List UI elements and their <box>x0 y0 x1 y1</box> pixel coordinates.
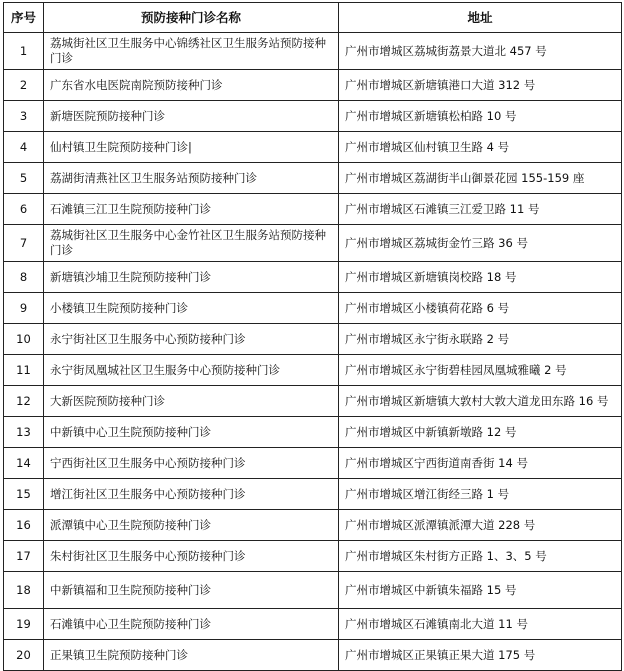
clinic-name: 永宁街凤凰城社区卫生服务中心预防接种门诊 <box>44 355 339 386</box>
row-number: 5 <box>4 163 44 194</box>
table-row <box>4 355 622 386</box>
clinic-address: 广州市增城区荔城街荔景大道北 457 号 <box>339 33 622 70</box>
clinic-address: 广州市增城区新塘镇松柏路 10 号 <box>339 101 622 132</box>
clinic-address: 广州市增城区新塘镇港口大道 312 号 <box>339 70 622 101</box>
clinic-address: 广州市增城区中新镇朱福路 15 号 <box>339 572 622 609</box>
clinic-name: 正果镇卫生院预防接种门诊 <box>44 640 339 671</box>
clinic-name: 广东省水电医院南院预防接种门诊 <box>44 70 339 101</box>
table-row <box>4 262 622 293</box>
clinic-address: 广州市增城区石滩镇南北大道 11 号 <box>339 609 622 640</box>
clinic-table <box>3 2 622 671</box>
row-number: 20 <box>4 640 44 671</box>
table-row <box>4 163 622 194</box>
clinic-address: 广州市增城区新塘镇岗校路 18 号 <box>339 262 622 293</box>
clinic-address: 广州市增城区荔城街金竹三路 36 号 <box>339 225 622 262</box>
clinic-address: 广州市增城区永宁街碧桂园凤凰城雅曦 2 号 <box>339 355 622 386</box>
table-row <box>4 194 622 225</box>
table-row <box>4 33 622 70</box>
row-number: 14 <box>4 448 44 479</box>
table-row <box>4 225 622 262</box>
clinic-name: 小楼镇卫生院预防接种门诊 <box>44 293 339 324</box>
table-row <box>4 640 622 671</box>
row-number: 17 <box>4 541 44 572</box>
clinic-address: 广州市增城区派潭镇派潭大道 228 号 <box>339 510 622 541</box>
clinic-address: 广州市增城区宁西街道南香街 14 号 <box>339 448 622 479</box>
row-number: 13 <box>4 417 44 448</box>
table-row <box>4 417 622 448</box>
table-row <box>4 510 622 541</box>
clinic-address: 广州市增城区新塘镇大敦村大敦大道龙田东路 16 号 <box>339 386 622 417</box>
clinic-address: 广州市增城区仙村镇卫生路 4 号 <box>339 132 622 163</box>
table-row <box>4 293 622 324</box>
row-number: 15 <box>4 479 44 510</box>
clinic-address: 广州市增城区中新镇新墩路 12 号 <box>339 417 622 448</box>
table-row <box>4 541 622 572</box>
row-number: 16 <box>4 510 44 541</box>
row-number: 9 <box>4 293 44 324</box>
row-number: 8 <box>4 262 44 293</box>
row-number: 2 <box>4 70 44 101</box>
row-number: 6 <box>4 194 44 225</box>
row-number: 7 <box>4 225 44 262</box>
table-row <box>4 386 622 417</box>
table-row <box>4 132 622 163</box>
clinic-name: 派潭镇中心卫生院预防接种门诊 <box>44 510 339 541</box>
table-row <box>4 479 622 510</box>
header-address: 地址 <box>339 3 622 33</box>
clinic-address: 广州市增城区朱村街方正路 1、3、5 号 <box>339 541 622 572</box>
table-row <box>4 448 622 479</box>
row-number: 11 <box>4 355 44 386</box>
clinic-address: 广州市增城区增江街经三路 1 号 <box>339 479 622 510</box>
clinic-name: 荔湖街清燕社区卫生服务站预防接种门诊 <box>44 163 339 194</box>
row-number: 1 <box>4 33 44 70</box>
row-number: 18 <box>4 572 44 609</box>
clinic-name: 朱村街社区卫生服务中心预防接种门诊 <box>44 541 339 572</box>
table-row <box>4 101 622 132</box>
clinic-name: 荔城街社区卫生服务中心金竹社区卫生服务站预防接种门诊 <box>44 225 339 262</box>
row-number: 4 <box>4 132 44 163</box>
clinic-address: 广州市增城区荔湖街半山御景花园 155-159 座 <box>339 163 622 194</box>
clinic-name: 石滩镇三江卫生院预防接种门诊 <box>44 194 339 225</box>
table-row <box>4 572 622 609</box>
table-header-row <box>4 3 622 33</box>
row-number: 12 <box>4 386 44 417</box>
clinic-name: 永宁街社区卫生服务中心预防接种门诊 <box>44 324 339 355</box>
clinic-address: 广州市增城区石滩镇三江爱卫路 11 号 <box>339 194 622 225</box>
clinic-name: 增江街社区卫生服务中心预防接种门诊 <box>44 479 339 510</box>
clinic-name: 宁西街社区卫生服务中心预防接种门诊 <box>44 448 339 479</box>
row-number: 19 <box>4 609 44 640</box>
header-name: 预防接种门诊名称 <box>44 3 339 33</box>
clinic-name: 石滩镇中心卫生院预防接种门诊 <box>44 609 339 640</box>
clinic-name: 新塘医院预防接种门诊 <box>44 101 339 132</box>
clinic-address: 广州市增城区小楼镇荷花路 6 号 <box>339 293 622 324</box>
row-number: 3 <box>4 101 44 132</box>
clinic-name: 仙村镇卫生院预防接种门诊| <box>44 132 339 163</box>
clinic-address: 广州市增城区正果镇正果大道 175 号 <box>339 640 622 671</box>
clinic-name: 中新镇福和卫生院预防接种门诊 <box>44 572 339 609</box>
row-number: 10 <box>4 324 44 355</box>
clinic-name: 新塘镇沙埔卫生院预防接种门诊 <box>44 262 339 293</box>
clinic-name: 荔城街社区卫生服务中心锦绣社区卫生服务站预防接种门诊 <box>44 33 339 70</box>
header-index: 序号 <box>4 3 44 33</box>
table-row <box>4 70 622 101</box>
table-row <box>4 324 622 355</box>
clinic-name: 中新镇中心卫生院预防接种门诊 <box>44 417 339 448</box>
table-row <box>4 609 622 640</box>
clinic-name: 大新医院预防接种门诊 <box>44 386 339 417</box>
clinic-address: 广州市增城区永宁街永联路 2 号 <box>339 324 622 355</box>
